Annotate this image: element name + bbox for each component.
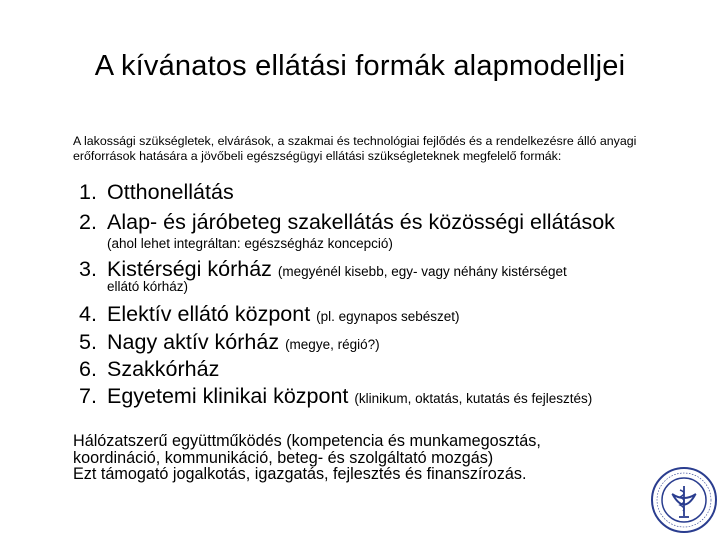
item-main: Nagy aktív kórház — [107, 330, 280, 354]
list-item — [79, 330, 380, 355]
list-item — [79, 357, 219, 382]
item-main: Szakkórház — [107, 357, 220, 381]
slide-title: A kívánatos ellátási formák alapmodelljei — [94, 50, 626, 82]
summary-line: Ezt támogató jogalkotás, igazgatás, fejlesztés és finanszírozás. — [73, 465, 527, 483]
list-item — [79, 180, 234, 205]
list-item — [79, 384, 592, 409]
list-item — [79, 210, 615, 235]
summary-line: Hálózatszerű együttműködés (kompetencia és munkamegosztás, — [73, 432, 541, 450]
item-main: Alap- és járóbeteg szakellátás és közösségi ellátások — [107, 210, 615, 234]
item-main: Egyetemi klinikai központ — [107, 384, 349, 408]
summary-line: koordináció, kommunikáció, beteg- és szolgáltató mozgás) — [73, 448, 494, 467]
item-main: Kistérségi kórház — [107, 257, 272, 281]
intro-paragraph: A lakossági szükségletek, elvárások, a szakmai és technológiai fejlődés és a rendelkezésre álló anyagi erőforrások hatására a jövőbeli egészségügyi ellátási szükségleteknek megfelelő formák: — [73, 134, 637, 163]
item-subnote: (ahol lehet integráltan: egészségház koncepció) — [107, 236, 393, 251]
item-number: 2. — [79, 210, 97, 234]
item-note: (megye, régió?) — [285, 337, 380, 352]
item-number: 3. — [79, 257, 97, 281]
item-number: 6. — [79, 357, 97, 381]
item-subnote: ellátó kórház) — [107, 279, 189, 294]
list-item — [79, 302, 460, 327]
item-number: 4. — [79, 302, 97, 326]
pharmacy-seal-icon — [650, 466, 718, 534]
item-note: (megyénél kisebb, egy- vagy néhány kistérséget — [277, 264, 567, 279]
item-main: Otthonellátás — [107, 180, 234, 204]
summary-block — [73, 433, 673, 483]
item-number: 7. — [79, 384, 97, 408]
item-number: 5. — [79, 330, 97, 354]
item-note: (klinikum, oktatás, kutatás és fejlesztés) — [354, 391, 593, 406]
item-main: Elektív ellátó központ — [107, 302, 311, 326]
item-number: 1. — [79, 180, 97, 204]
item-note: (pl. egynapos sebészet) — [316, 309, 460, 324]
